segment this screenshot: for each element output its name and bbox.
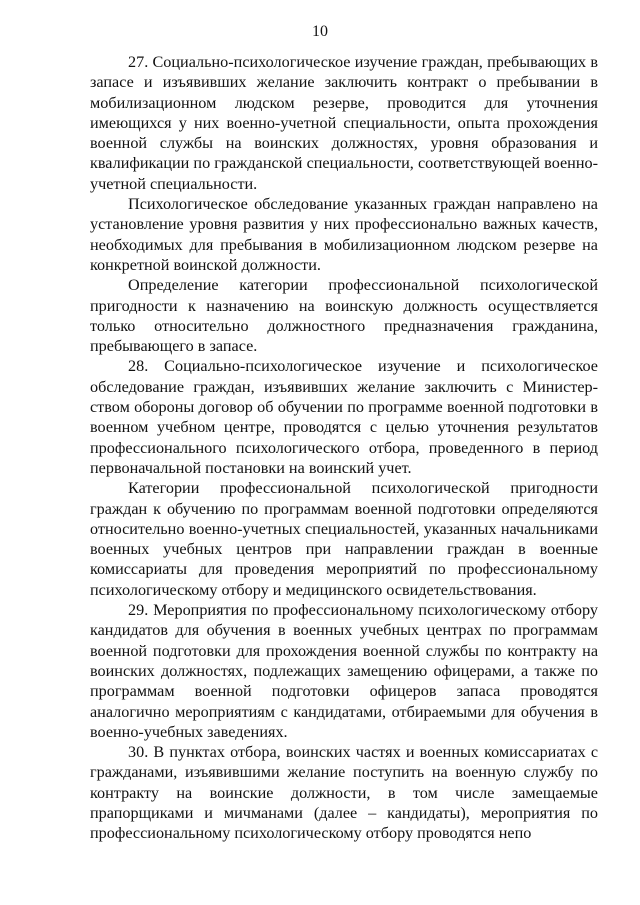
paragraph-27: 27. Социально-психологическое изучение граждан, пребывающих в запасе и изъявивших желание заключить контракт о пребывании в мобилизационном людском резерве, проводится для уточнения имеющихся у них военно-учетной специальности, опыта прохождения военной службы на воинских должностях, уровня образования и квалификации по гражданской специальности, соответствующей военно-учетной специальности. [90,53,598,193]
paragraph-suitability-category: Определение категории профессиональной психологической пригодности к назначению на воинскую должность осуществляется только относительно должностного предназначения гражданина, пребывающего в запасе. [90,276,598,356]
page-number: 10 [312,23,328,40]
paragraph-28: 28. Социально-психологическое изучение и психологическое обследование граждан, изъявивших желание заключить с Министерством обороны договор об обучении по программе военной подготовки в военном учебном центре, проводятся с целью уточнения результатов профессионального психологического отбора, проведенного в период первоначальной постановки на воинский учет. [90,357,598,477]
paragraph-psych-examination: Психологическое обследование указанных граждан направлено на установление уровня развития у них профессионально важных качеств, необходимых для пребывания в мобилизационном людском резерве на конкретной воинской должности. [90,195,598,274]
paragraph-training-categories: Категории профессиональной психологической пригодности граждан к обучению по программам военной подготовки определяются относительно военно-учетных специальностей, указанных начальниками военных учебных центров при направлении граждан в военные комиссариаты для проведения мероприятий по профессиональному психологическому отбору и медицинского освидетельствования. [90,479,598,599]
document-body [90,52,598,844]
paragraph-30: 30. В пунктах отбора, воинских частях и военных комиссариатах с гражданами, изъявившими желание поступить на военную службу по контракту на воинские должности, в том числе замещаемые прапорщиками и мичманами (далее – кандидаты), мероприятия по профессиональному психологическому отбору проводятся непо [90,743,598,843]
paragraph-29: 29. Мероприятия по профессиональному психологическому отбору кандидатов для обучения в военных учебных центрах по программам военной подготовки для прохождения военной службы по контракту на воинских должностях, подлежащих замещению офицерами, а также по программам военной подготовки офицеров запаса проводятся аналогично мероприятиям с кандидатами, отбираемыми для обучения в военно-учебных заведениях. [90,601,598,741]
